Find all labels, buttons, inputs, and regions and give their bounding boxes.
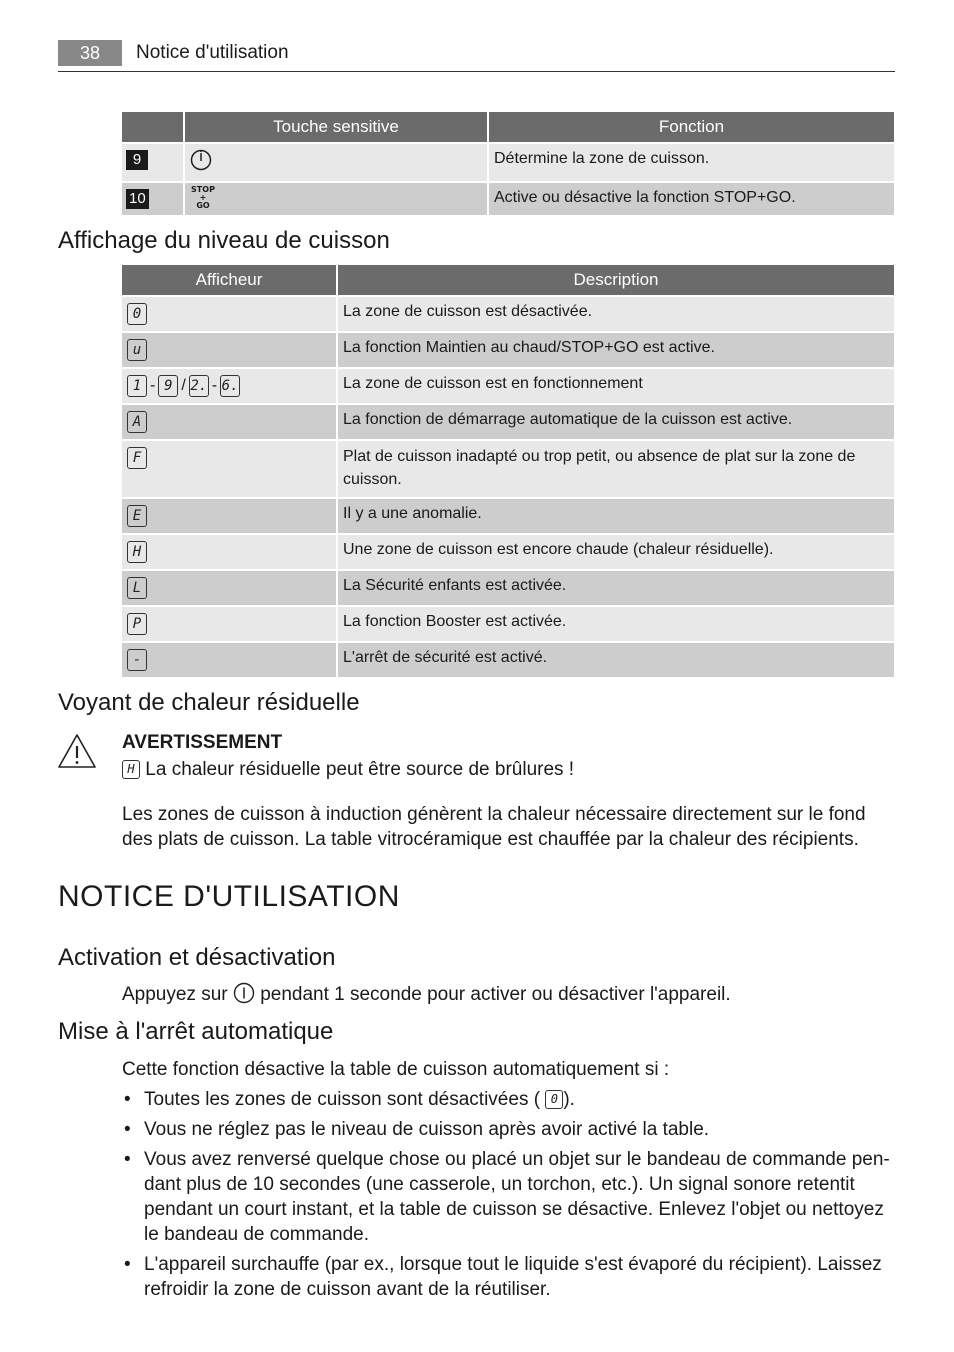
display-description: La fonction Booster est activée. bbox=[338, 607, 894, 641]
display-description: Il y a une anomalie. bbox=[338, 499, 894, 533]
display-symbol: 0 bbox=[127, 303, 147, 325]
auto-off-list bbox=[122, 1087, 894, 1307]
display-description: La fonction Maintien au chaud/STOP+GO est active. bbox=[338, 333, 894, 367]
display-symbol: u bbox=[127, 339, 147, 361]
keys-header-function: Fonction bbox=[489, 112, 894, 142]
display-symbol: 0 bbox=[545, 1090, 563, 1109]
page-number: 38 bbox=[58, 40, 122, 66]
table-row bbox=[122, 607, 894, 641]
table-row bbox=[122, 297, 894, 331]
table-row bbox=[122, 144, 894, 181]
section-heading-auto-off: Mise à l'arrêt automatique bbox=[58, 1018, 334, 1045]
display-description: L'arrêt de sécurité est activé. bbox=[338, 643, 894, 677]
table-row bbox=[122, 535, 894, 569]
display-symbol: F bbox=[127, 447, 147, 469]
power-icon bbox=[233, 982, 255, 1011]
table-row bbox=[122, 333, 894, 367]
list-item: • Vous ne réglez pas le niveau de cuisson après avoir activé la table. bbox=[124, 1119, 710, 1140]
display-description: La Sécurité enfants est activée. bbox=[338, 571, 894, 605]
list-item: • Vous avez renversé quelque chose ou placé un objet sur le bandeau de commande pendant plus de 10 secondes (une casserole, un torchon, etc.). Un signal sonore retentit pendant un court instant, et la table de cuisson se désactive. Enlevez l'objet ou nettoyez le bandeau de commande. bbox=[124, 1149, 890, 1245]
keys-table bbox=[120, 110, 896, 217]
warning-triangle-icon bbox=[57, 733, 97, 774]
table-row bbox=[122, 499, 894, 533]
display-description: La zone de cuisson est en fonctionnement bbox=[338, 369, 894, 403]
table-row bbox=[122, 571, 894, 605]
display-symbol: H bbox=[122, 760, 140, 779]
table-row bbox=[122, 441, 894, 497]
display-symbol: A bbox=[127, 411, 147, 433]
section-heading-residual: Voyant de chaleur résiduelle bbox=[58, 689, 360, 716]
display-symbol: E bbox=[127, 505, 147, 527]
residual-paragraph: Les zones de cuisson à induction génèrent la chaleur nécessaire directement sur le fond des plats de cuisson. La table vitrocéramique est chauffée par la chaleur des récipients. bbox=[122, 804, 866, 850]
display-header-display: Afficheur bbox=[122, 265, 336, 295]
warning-line bbox=[122, 757, 894, 782]
list-item: • Toutes les zones de cuisson sont désactivées ( 0 ). bbox=[124, 1089, 575, 1110]
display-symbol: H bbox=[127, 541, 147, 563]
list-item: • L'appareil surchauffe (par ex., lorsque tout le liquide s'est évaporé du récipient). Laissez refroidir la zone de cuisson avant de la réutiliser. bbox=[124, 1254, 882, 1300]
activation-text: Appuyez sur pendant 1 seconde pour activer ou désactiver l'appareil. bbox=[122, 982, 894, 1011]
key-number: 9 bbox=[126, 150, 148, 170]
display-description: Plat de cuisson inadapté ou trop petit, ou absence de plat sur la zone de cuisson. bbox=[338, 441, 894, 497]
header-title: Notice d'utilisation bbox=[136, 42, 289, 63]
table-row bbox=[122, 405, 894, 439]
keys-header-empty bbox=[122, 112, 183, 142]
section-heading-display: Affichage du niveau de cuisson bbox=[58, 227, 390, 254]
display-symbol: 2. bbox=[189, 375, 209, 397]
auto-off-intro: Cette fonction désactive la table de cuisson automatiquement si : bbox=[122, 1059, 670, 1080]
warning-text: La chaleur résiduelle peut être source de brûlures ! bbox=[145, 759, 575, 780]
display-symbol: P bbox=[127, 613, 147, 635]
display-symbol: - bbox=[127, 649, 147, 671]
section-heading-activation: Activation et désactivation bbox=[58, 944, 336, 971]
header-divider bbox=[58, 71, 895, 72]
table-row: 1 - 9 / 2. - 6. La zone de cuisson est en fonctionnement bbox=[122, 369, 894, 403]
key-number: 10 bbox=[126, 189, 149, 209]
display-description: Une zone de cuisson est encore chaude (chaleur résiduelle). bbox=[338, 535, 894, 569]
warning-title: AVERTISSEMENT bbox=[122, 732, 283, 753]
table-row bbox=[122, 643, 894, 677]
display-description: La zone de cuisson est désactivée. bbox=[338, 297, 894, 331]
display-header-description: Description bbox=[338, 265, 894, 295]
display-description: La fonction de démarrage automatique de la cuisson est active. bbox=[338, 405, 894, 439]
key-function: Détermine la zone de cuisson. bbox=[489, 144, 894, 181]
table-row bbox=[122, 183, 894, 215]
display-symbol: 9 bbox=[158, 375, 178, 397]
main-heading: NOTICE D'UTILISATION bbox=[58, 880, 400, 913]
power-clock-icon bbox=[189, 159, 213, 176]
display-table bbox=[120, 263, 896, 679]
stop-go-icon: STOP + GO bbox=[191, 185, 215, 210]
display-symbol: 1 bbox=[127, 375, 147, 397]
display-symbol: L bbox=[127, 577, 147, 599]
keys-header-key: Touche sensitive bbox=[185, 112, 487, 142]
key-function: Active ou désactive la fonction STOP+GO. bbox=[489, 183, 894, 215]
display-symbol: 6. bbox=[220, 375, 240, 397]
